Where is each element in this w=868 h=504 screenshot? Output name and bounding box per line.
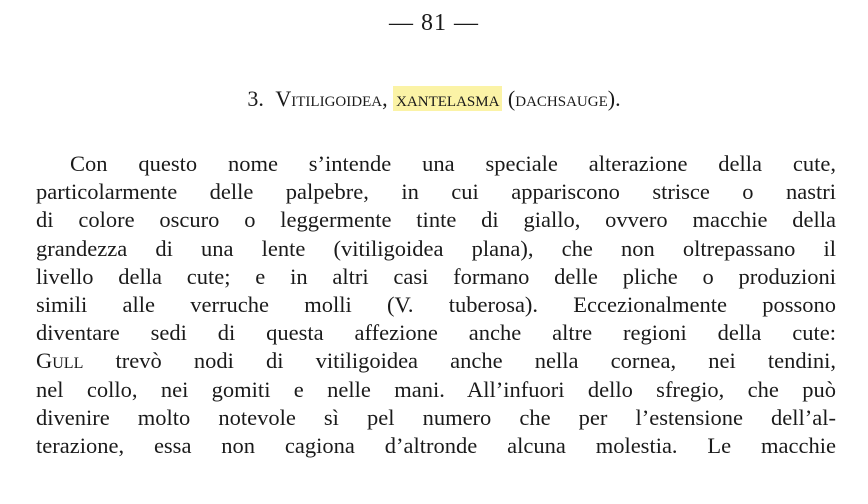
text-line: grandezza di una lente (vitiligoidea plana), che non oltrepassano il [36,235,836,261]
text-line-with-author [36,347,836,375]
section-heading [0,86,868,112]
author-name: Gull [36,348,84,374]
body-paragraph [36,150,836,460]
text-line: particolarmente delle palpebre, in cui appariscono strisce o nastri [36,179,836,205]
section-number: 3. [247,86,264,111]
text-line: simili alle verruche molli (V. tuberosa). Eccezionalmente possono [36,292,836,318]
text-line: Con questo nome s’intende una speciale alterazione della cute, [70,151,836,176]
text-line: di colore oscuro o leggermente tinte di giallo, ovvero macchie della [36,207,836,233]
text-line: nel collo, nei gomiti e nelle mani. All’infuori dello sfregio, che può [36,376,836,402]
highlighted-term: xantelasma [393,86,502,111]
text-line-rest: trevò nodi di vitiligoidea anche nella cornea, nei tendini, [115,348,836,374]
section-title-parenthetical: (dachsauge). [507,86,621,111]
text-line: livello della cute; e in altri casi formano delle pliche o produzioni [36,263,836,289]
text-line: diventare sedi di questa affezione anche altre regioni della cute: [36,320,836,346]
section-title-main: Vitiligoidea, [275,86,388,111]
page-number: — 81 — [389,10,479,36]
text-line: divenire molto notevole sì pel numero che per l’estensione dell’al- [36,404,836,430]
text-line: terazione, essa non cagiona d’altronde alcuna molestia. Le macchie [36,433,836,459]
